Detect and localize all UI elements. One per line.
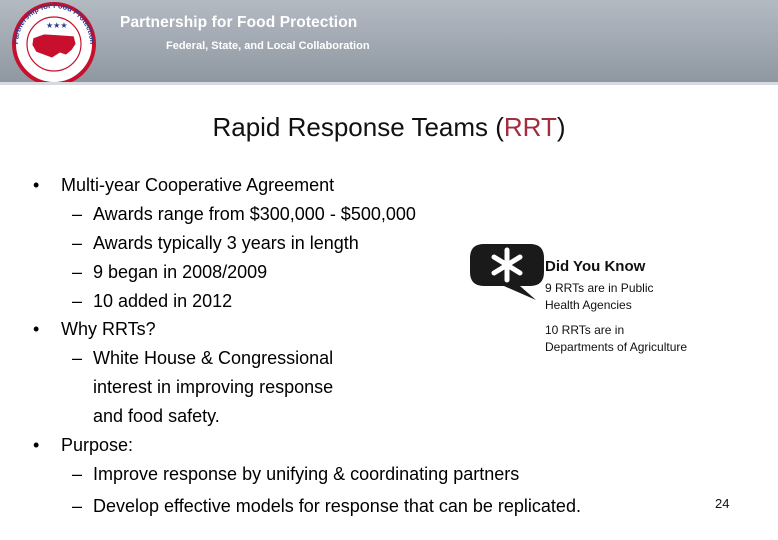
bullet-3-sub-2: Develop effective models for response that can be replicated. (93, 496, 581, 516)
bullet-3-text: Purpose: (61, 435, 134, 455)
title-accent: RRT (503, 112, 557, 142)
bullet-2-sub-2: interest in improving response (93, 377, 334, 397)
header-bar (0, 0, 778, 82)
bullet-2-sub-1: White House & Congressional (93, 348, 334, 368)
organization-name: Partnership for Food Protection (120, 14, 358, 31)
logo-text: Partnership for Food Protection (10, 0, 98, 45)
bullet-1-sub-2: Awards typically 3 years in length (93, 233, 359, 253)
bullet-2-marker: • (33, 319, 40, 339)
sub-dash: – (72, 291, 83, 311)
sub-dash: – (72, 348, 83, 368)
bullet-1-sub-4: 10 added in 2012 (93, 291, 233, 311)
callout-line-3: 10 RRTs are in (545, 323, 625, 337)
bullet-3-marker: • (33, 435, 40, 455)
slide-title (0, 112, 778, 143)
bullet-2-text: Why RRTs? (61, 319, 156, 339)
asterisk-speech-bubble-icon (468, 242, 546, 302)
callout-line-1: 9 RRTs are in Public (545, 281, 654, 295)
organization-subtitle: Federal, State, and Local Collaboration (166, 40, 370, 52)
sub-dash: – (72, 262, 83, 282)
sub-dash: – (72, 496, 83, 516)
title-suffix: ) (556, 112, 566, 142)
page-number: 24 (715, 496, 730, 511)
pfp-logo (2, 0, 104, 82)
callout-line-2: Health Agencies (545, 298, 632, 312)
bullet-3-sub-1: Improve response by unifying & coordinating partners (93, 464, 520, 484)
bullet-1-marker: • (33, 175, 40, 195)
sub-dash: – (72, 233, 83, 253)
header-background (0, 0, 778, 82)
svg-text:★★★: ★★★ (46, 21, 68, 30)
header-divider (0, 82, 778, 85)
bullet-1-sub-1: Awards range from $300,000 - $500,000 (93, 204, 416, 224)
sub-dash: – (72, 464, 83, 484)
callout-title: Did You Know (545, 258, 646, 275)
sub-dash: – (72, 204, 83, 224)
bullet-1-sub-3: 9 began in 2008/2009 (93, 262, 268, 282)
bullet-1-text: Multi-year Cooperative Agreement (61, 175, 335, 195)
title-prefix: Rapid Response Teams ( (212, 112, 504, 142)
callout-line-4: Departments of Agriculture (545, 340, 688, 354)
bullet-2-sub-3: and food safety. (93, 406, 220, 426)
